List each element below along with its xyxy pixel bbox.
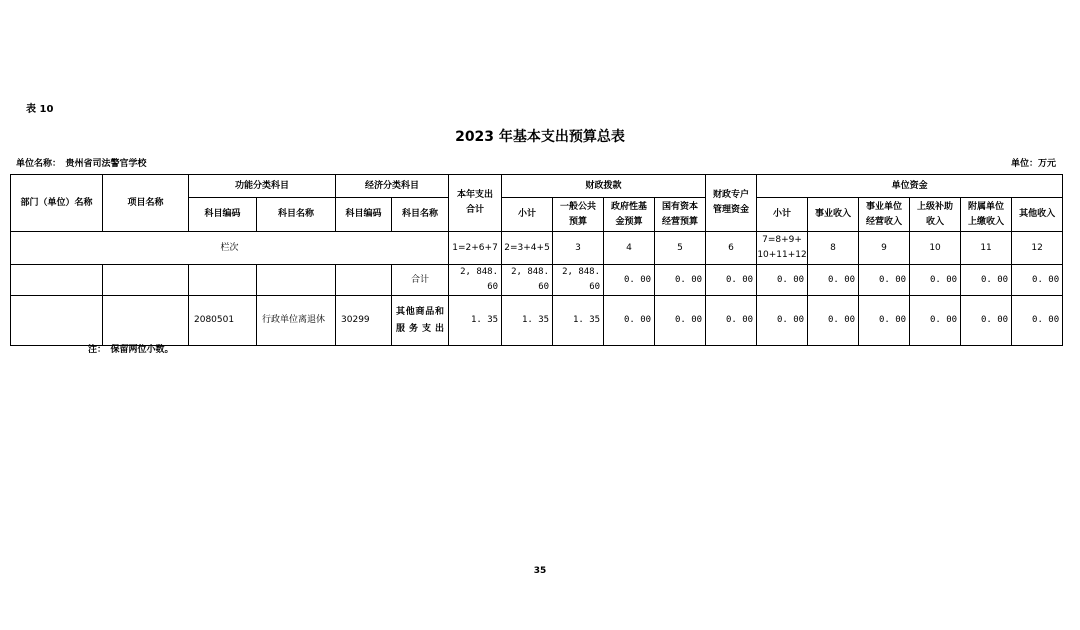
unit-measure-label: 单位：万元 <box>1010 159 1056 169</box>
header-special-line1: 财政专户 <box>713 190 750 200</box>
cell-econ-name: 合计 <box>392 265 449 296</box>
cell-func-name: 行政单位离退休 <box>257 296 336 346</box>
budget-table <box>10 174 1063 346</box>
seq-cell: 10 <box>910 232 961 265</box>
header-upper-line1: 上级补助 <box>917 201 954 212</box>
header-stateown-line2: 经营预算 <box>662 216 699 227</box>
header-func-name: 科目名称 <box>257 198 336 232</box>
header-stateown-line1: 国有资本 <box>662 201 699 212</box>
cell-dept <box>11 296 103 346</box>
header-project: 项目名称 <box>103 175 189 232</box>
page-title: 2023 年基本支出预算总表 <box>455 129 625 145</box>
header-func-group: 功能分类科目 <box>189 175 336 198</box>
seq-c7-line1: 7=8+9+ <box>762 235 802 245</box>
cell-project <box>103 265 189 296</box>
cell-value: 1. 35 <box>449 296 502 346</box>
header-general-line1: 一般公共 <box>560 201 597 212</box>
header-govfund-line1: 政府性基 <box>611 201 648 212</box>
header-upper-line2: 收入 <box>926 216 945 227</box>
cell-value: 1. 35 <box>502 296 553 346</box>
header-affil <box>961 198 1012 232</box>
cell-value: 0. 00 <box>604 265 655 296</box>
header-govfund <box>604 198 655 232</box>
header-total <box>449 175 502 232</box>
seq-cell: 8 <box>808 232 859 265</box>
seq-cell: 6 <box>706 232 757 265</box>
cell-dept <box>11 265 103 296</box>
seq-cell: 2=3+4+5 <box>502 232 553 265</box>
cell-value: 0. 00 <box>706 296 757 346</box>
header-special-line2: 管理资金 <box>713 205 750 215</box>
header-econ-group: 经济分类科目 <box>336 175 449 198</box>
header-stateown <box>655 198 706 232</box>
cell-value: 0. 00 <box>1012 265 1063 296</box>
header-affil-line2: 上缴收入 <box>968 216 1005 227</box>
cell-value: 1. 35 <box>553 296 604 346</box>
cell-func-code <box>189 265 257 296</box>
cell-value: 0. 00 <box>859 296 910 346</box>
header-total-line2: 合计 <box>466 205 485 215</box>
table-row <box>11 296 1063 346</box>
header-upper <box>910 198 961 232</box>
header-fiscal-group: 财政拨款 <box>502 175 706 198</box>
header-general <box>553 198 604 232</box>
cell-value: 0. 00 <box>808 296 859 346</box>
seq-cell: 12 <box>1012 232 1063 265</box>
seq-cell: 9 <box>859 232 910 265</box>
cell-value: 0. 00 <box>859 265 910 296</box>
header-special <box>706 175 757 232</box>
table-number: 表 10 <box>26 104 54 115</box>
header-unitfund-group: 单位资金 <box>757 175 1063 198</box>
cell-value: 0. 00 <box>808 265 859 296</box>
header-bizop-line1: 事业单位 <box>866 201 903 212</box>
header-bizop <box>859 198 910 232</box>
header-unit-subtotal: 小计 <box>757 198 808 232</box>
cell-value: 0. 00 <box>706 265 757 296</box>
cell-value: 0. 00 <box>910 296 961 346</box>
header-func-code: 科目编码 <box>189 198 257 232</box>
cell-econ-code <box>336 265 392 296</box>
header-govfund-line2: 金预算 <box>615 216 643 227</box>
cell-value: 0. 00 <box>655 296 706 346</box>
cell-value: 0. 00 <box>961 296 1012 346</box>
header-affil-line1: 附属单位 <box>968 201 1005 212</box>
seq-cell: 4 <box>604 232 655 265</box>
cell-econ-code: 30299 <box>336 296 392 346</box>
cell-value: 0. 00 <box>1012 296 1063 346</box>
header-biz-income: 事业收入 <box>808 198 859 232</box>
header-fiscal-subtotal: 小计 <box>502 198 553 232</box>
cell-econ-name: 其他商品和服务支出 <box>392 296 449 346</box>
header-general-line2: 预算 <box>569 216 588 227</box>
header-bizop-line2: 经营收入 <box>866 216 903 227</box>
cell-func-code: 2080501 <box>189 296 257 346</box>
seq-cell <box>757 232 808 265</box>
cell-project <box>103 296 189 346</box>
cell-value: 0. 00 <box>961 265 1012 296</box>
cell-func-name <box>257 265 336 296</box>
seq-cell: 3 <box>553 232 604 265</box>
cell-value: 2, 848. 60 <box>502 265 553 296</box>
seq-cell: 11 <box>961 232 1012 265</box>
header-other-income: 其他收入 <box>1012 198 1063 232</box>
cell-value: 0. 00 <box>910 265 961 296</box>
cell-value: 2, 848. 60 <box>553 265 604 296</box>
header-dept: 部门（单位）名称 <box>11 175 103 232</box>
page-number: 35 <box>533 566 547 576</box>
seq-cell: 1=2+6+7 <box>449 232 502 265</box>
header-econ-code: 科目编码 <box>336 198 392 232</box>
cell-value: 2, 848. 60 <box>449 265 502 296</box>
cell-value: 0. 00 <box>655 265 706 296</box>
footnote: 注： 保留两位小数。 <box>88 345 174 355</box>
unit-name-label: 单位名称： 贵州省司法警官学校 <box>16 159 147 169</box>
header-total-line1: 本年支出 <box>457 190 494 200</box>
cell-value: 0. 00 <box>757 296 808 346</box>
cell-value: 0. 00 <box>757 265 808 296</box>
seq-c7-line2: 10+11+12 <box>757 250 807 260</box>
cell-value: 0. 00 <box>604 296 655 346</box>
seq-cell: 5 <box>655 232 706 265</box>
seq-label: 栏次 <box>11 232 449 265</box>
table-row-total <box>11 265 1063 296</box>
header-econ-name: 科目名称 <box>392 198 449 232</box>
